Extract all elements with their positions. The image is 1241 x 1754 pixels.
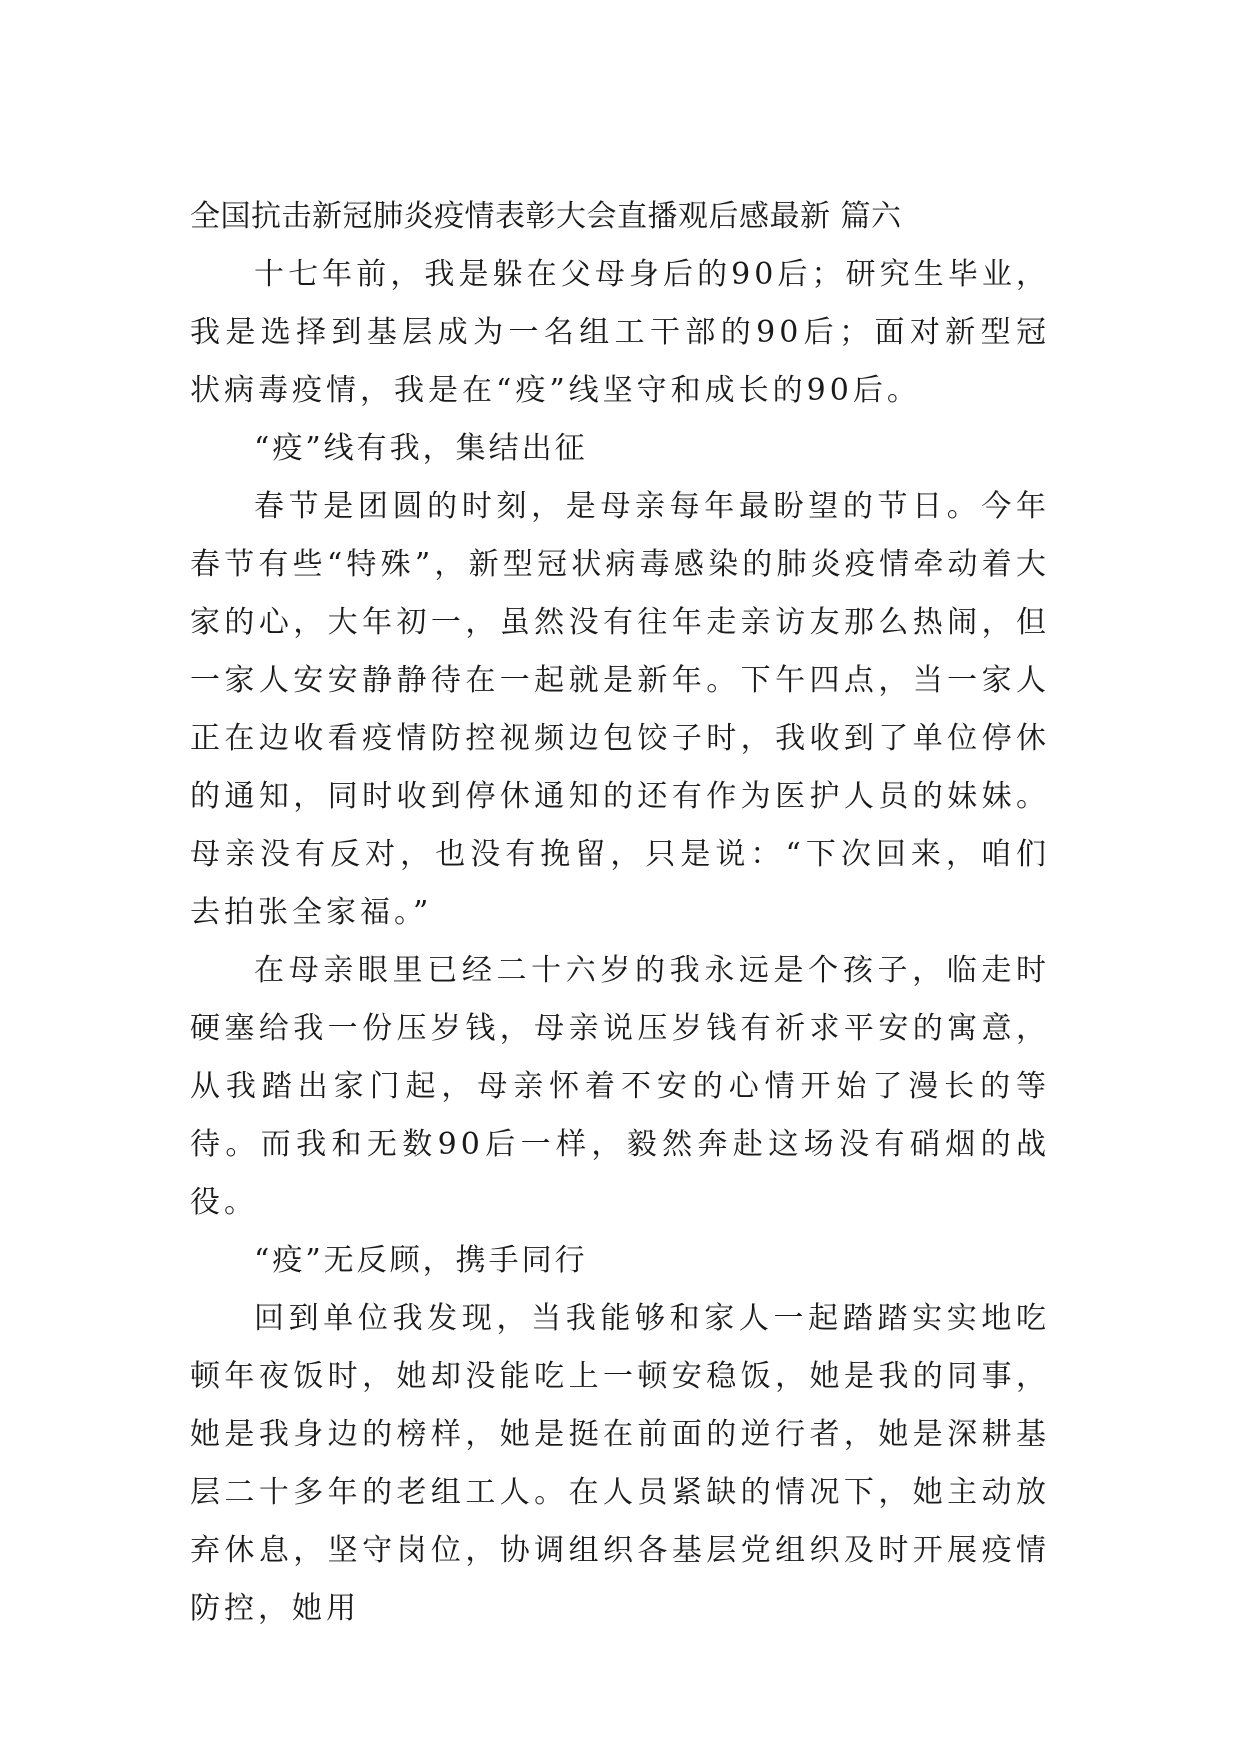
document-title: 全国抗击新冠肺炎疫情表彰大会直播观后感最新 篇六: [190, 199, 902, 234]
paragraph-spring-festival: 春节是团圆的时刻，是母亲每年最盼望的节日。今年春节有些“特殊”，新型冠状病毒感染的肺炎疫情牵动着大家的心，大年初一，虽然没有往年走亲访友那么热闹，但一家人安安静静待在一起就是新年。下午四点，当一家人正在边收看疫情防控视频边包饺子时，我收到了单位停休的通知，同时收到停休通知的还有作为医护人员的妹妹。母亲没有反对，也没有挽留，只是说：“下次回来，咱们去拍张全家福。”: [190, 489, 1050, 930]
paragraph-intro: 十七年前，我是躲在父母身后的90后；研究生毕业，我是选择到基层成为一名组工干部的90后；面对新型冠状病毒疫情，我是在“疫”线坚守和成长的90后。: [190, 257, 1050, 408]
paragraph-mother: 在母亲眼里已经二十六岁的我永远是个孩子，临走时硬塞给我一份压岁钱，母亲说压岁钱有祈求平安的寓意，从我踏出家门起，母亲怀着不安的心情开始了漫长的等待。而我和无数90后一样，毅然奔赴这场没有硝烟的战役。: [190, 953, 1050, 1220]
section-heading-2: “疫”无反顾，携手同行: [254, 1243, 588, 1278]
paragraph-colleague: 回到单位我发现，当我能够和家人一起踏踏实实地吃顿年夜饭时，她却没能吃上一顿安稳饭，她是我的同事，她是我身边的榜样，她是挺在前面的逆行者，她是深耕基层二十多年的老组工人。在人员紧缺的情况下，她主动放弃休息，坚守岗位，协调组织各基层党组织及时开展疫情防控，她用: [190, 1301, 1050, 1626]
document-body: [190, 188, 1050, 1638]
section-heading-1: “疫”线有我，集结出征: [254, 431, 588, 466]
